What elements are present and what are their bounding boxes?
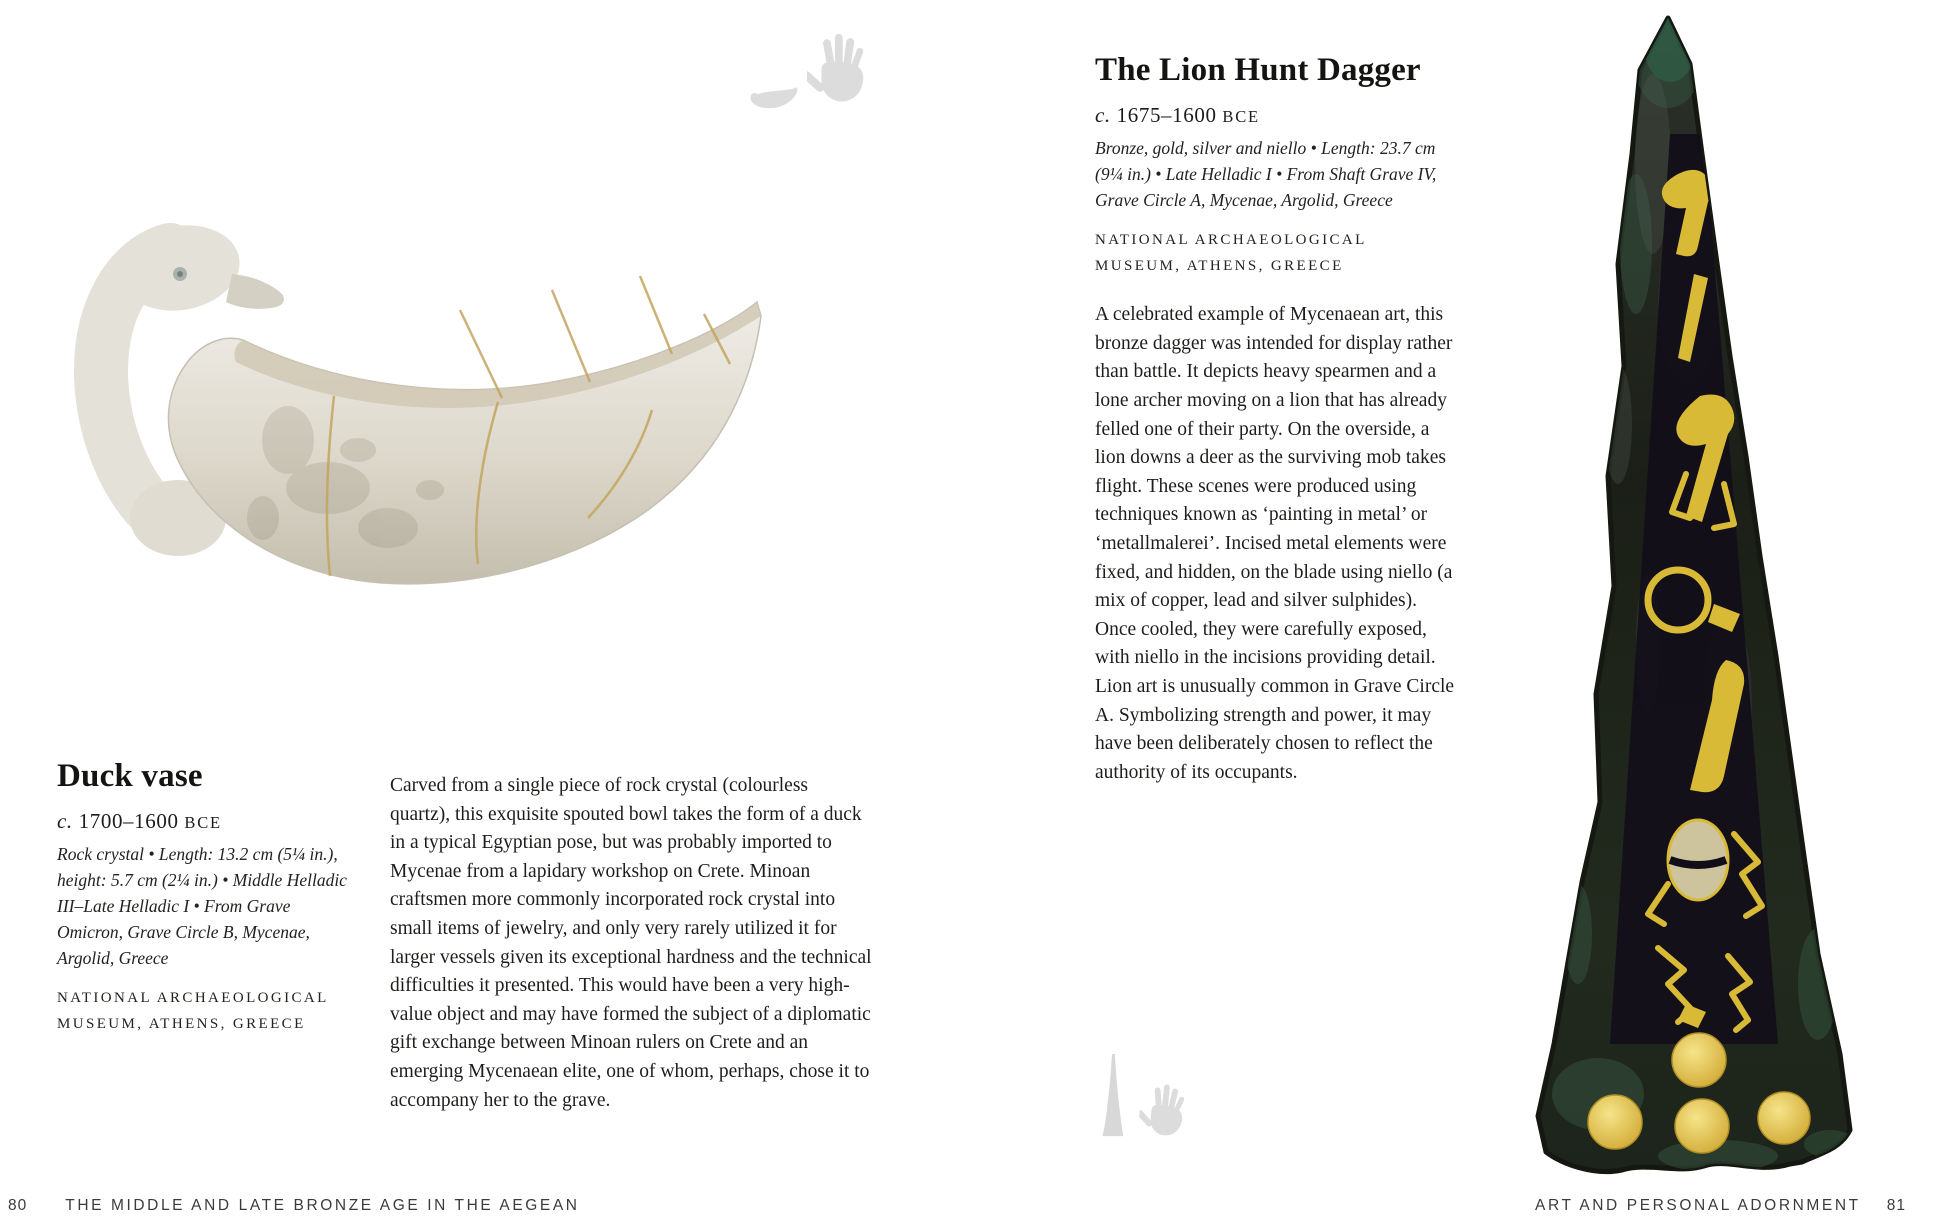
duck-vase-caption-block: [57, 758, 357, 1037]
date-line: [57, 808, 357, 835]
date-range: 1700–1600: [78, 808, 179, 833]
circa-abbrev: c.: [57, 808, 73, 833]
date-era: BCE: [184, 812, 222, 832]
hand-icon: [807, 30, 869, 106]
dagger-illustration: [1518, 4, 1866, 1176]
lion-hunt-dagger-text-block: [1095, 52, 1457, 787]
lion-hunt-dagger-photo: [1518, 4, 1866, 1176]
museum-credit: NATIONAL ARCHAEOLOGICAL MUSEUM, ATHENS, GREECE: [1095, 232, 1367, 275]
object-caption: Rock crystal • Length: 13.2 cm (5¼ in.), height: 5.7 cm (2¼ in.) • Middle Helladic III–Late Helladic I • From Grave Omicron, Grave Circle B, Mycenae, Argolid, Greece: [57, 844, 347, 969]
date-range: 1675–1600: [1116, 102, 1217, 127]
date-era: BCE: [1222, 106, 1260, 126]
footer-right: [1535, 1197, 1906, 1215]
circa-abbrev: c.: [1095, 102, 1111, 127]
object-caption: Bronze, gold, silver and niello • Length: 23.7 cm (9¼ in.) • Late Helladic I • From Shaft Grave IV, Grave Circle A, Mycenae, Argolid, Greece: [1095, 138, 1437, 211]
museum-credit: NATIONAL ARCHAEOLOGICAL MUSEUM, ATHENS, GREECE: [57, 990, 329, 1033]
article-title-duck-vase: Duck vase: [57, 758, 203, 794]
scale-indicator-dagger: [1096, 1050, 1216, 1142]
article-title-lion-hunt-dagger: The Lion Hunt Dagger: [1095, 52, 1421, 88]
footer-left: [8, 1197, 580, 1215]
scale-indicator-duck-vase: [745, 30, 875, 110]
section-title-left: THE MIDDLE AND LATE BRONZE AGE IN THE AEGEAN: [65, 1197, 580, 1214]
hand-icon: [1137, 1080, 1191, 1141]
page-number-left: 80: [8, 1197, 28, 1214]
duck-vase-silhouette-icon: [745, 82, 799, 110]
dagger-silhouette-icon: [1100, 1054, 1126, 1138]
article-body-duck-vase: Carved from a single piece of rock crystal (colourless quartz), this exquisite spouted bowl takes the form of a duck in a typical Egyptian pose, but was probably imported to Mycenae from a lapidary workshop on Crete. Minoan craftsmen more commonly incorporated rock crystal into small items of jewelry, and only very rarely utilized it for larger vessels given its exceptional hardness and the technical difficulties it presented. This would have been a very high-value object and may have formed the subject of a diplomatic gift exchange between Minoan rulers on Crete and an emerging Mycenaean elite, one of whom, perhaps, chose it to accompany her to the grave.: [390, 775, 872, 1111]
page-number-right: 81: [1886, 1197, 1906, 1214]
duck-vase-illustration: [28, 188, 763, 593]
date-line: [1095, 102, 1457, 129]
article-body-lion-hunt-dagger: A celebrated example of Mycenaean art, this bronze dagger was intended for display rather than battle. It depicts heavy spearmen and a lone archer moving on a lion that has already felled one of their party. On the overside, a lion downs a deer as the surviving mob takes flight. These scenes were produced using techniques known as ‘painting in metal’ or ‘metallmalerei’. Incised metal elements were fixed, and hidden, on the blade using niello (a mix of copper, lead and silver sulphides). Once cooled, they were carefully exposed, with niello in the incisions providing detail. Lion art is unusually common in Grave Circle A. Symbolizing strength and power, it may have been deliberately chosen to reflect the authority of its occupants.: [1095, 304, 1455, 783]
duck-vase-photo: [28, 188, 763, 593]
section-title-right: ART AND PERSONAL ADORNMENT: [1535, 1197, 1861, 1214]
